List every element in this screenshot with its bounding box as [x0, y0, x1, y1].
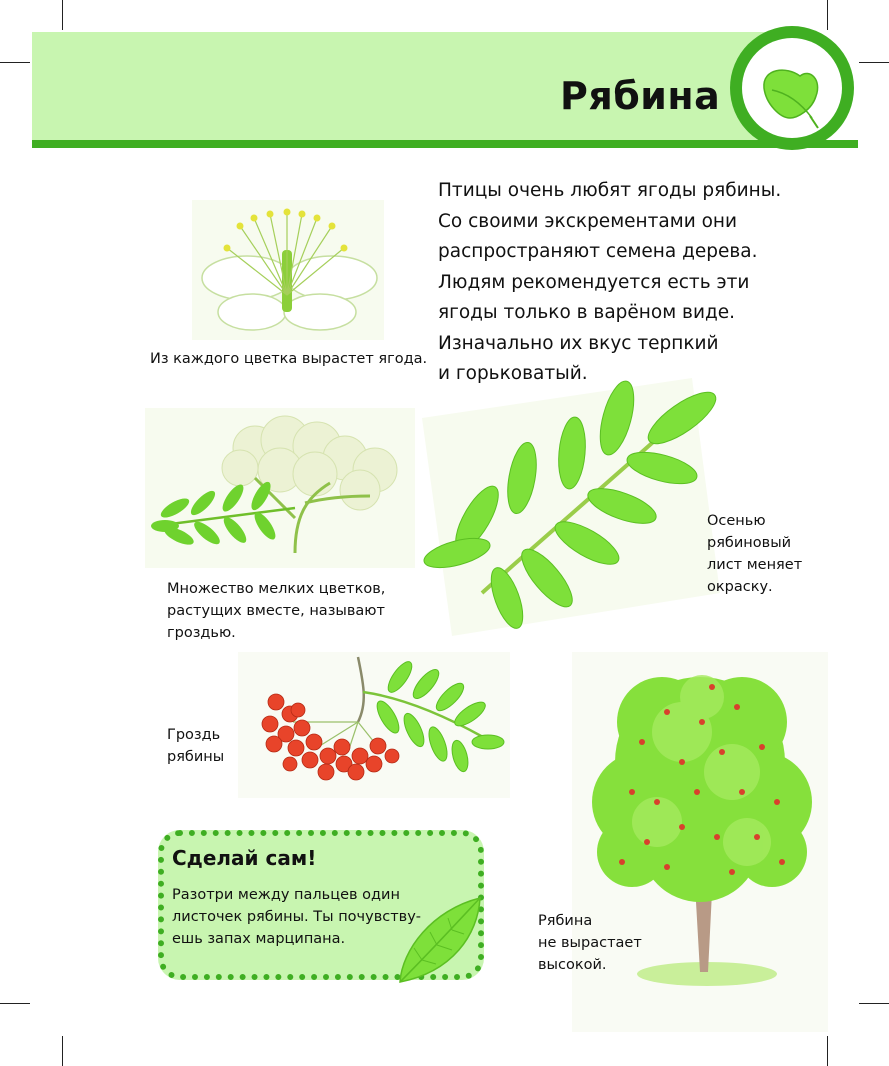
caption-line: гроздью. — [167, 625, 236, 641]
crop-mark-top-right — [827, 0, 828, 30]
tree-caption — [538, 910, 642, 976]
crop-mark-left-top — [0, 62, 30, 63]
berries-caption — [167, 724, 224, 768]
caption-line: Гроздь — [167, 727, 221, 743]
cluster-caption — [167, 578, 385, 644]
crop-mark-bottom-left — [62, 1036, 63, 1066]
page-title: Рябина — [560, 74, 721, 118]
caption-line: окраску. — [707, 579, 773, 595]
caption-line: высокой. — [538, 957, 607, 973]
caption-line: Из каждого цветка вырастет ягода. — [150, 351, 428, 367]
crop-mark-right-bottom — [859, 1003, 889, 1004]
crop-mark-right-top — [859, 62, 889, 63]
crop-mark-top-left — [62, 0, 63, 30]
intro-line: Птицы очень любят ягоды рябины. — [438, 180, 782, 201]
caption-line: Рябина — [538, 913, 593, 929]
flower-illustration — [192, 200, 384, 340]
intro-line: и горьковатый. — [438, 363, 588, 384]
caption-line: Осенью — [707, 513, 766, 529]
caption-line: рябиновый — [707, 535, 792, 551]
flower-cluster-illustration — [145, 408, 415, 568]
single-leaf-illustration — [392, 890, 488, 990]
crop-mark-bottom-right — [827, 1036, 828, 1066]
berry-cluster-illustration — [238, 652, 510, 798]
caption-line: рябины — [167, 749, 225, 765]
intro-paragraph — [438, 176, 798, 390]
diy-line: ешь запах марципана. — [172, 931, 346, 947]
flower-caption — [150, 348, 427, 370]
caption-line: лист меняет — [707, 557, 803, 573]
caption-line: Множество мелких цветков, — [167, 581, 386, 597]
intro-line: ягоды только в варёном виде. — [438, 302, 736, 323]
crop-mark-left-bottom — [0, 1003, 30, 1004]
caption-line: не вырастает — [538, 935, 642, 951]
intro-line: Изначально их вкус терпкий — [438, 332, 719, 354]
header-underline — [32, 140, 858, 148]
intro-line: Людям рекомендуется есть эти — [438, 271, 750, 293]
autumn-caption — [707, 510, 802, 598]
caption-line: растущих вместе, называют — [167, 603, 385, 619]
header-badge — [742, 38, 842, 138]
diy-title: Сделай сам! — [172, 846, 317, 870]
diy-line: Разотри между пальцев один — [172, 887, 400, 903]
intro-line: распространяют семена дерева. — [438, 241, 758, 262]
diy-line: листочек рябины. Ты почувству- — [172, 909, 422, 925]
leaf-icon — [742, 38, 842, 138]
intro-line: Со своими экскрементами они — [438, 210, 738, 232]
diy-text — [172, 884, 421, 950]
compound-leaf-illustration — [422, 378, 720, 636]
